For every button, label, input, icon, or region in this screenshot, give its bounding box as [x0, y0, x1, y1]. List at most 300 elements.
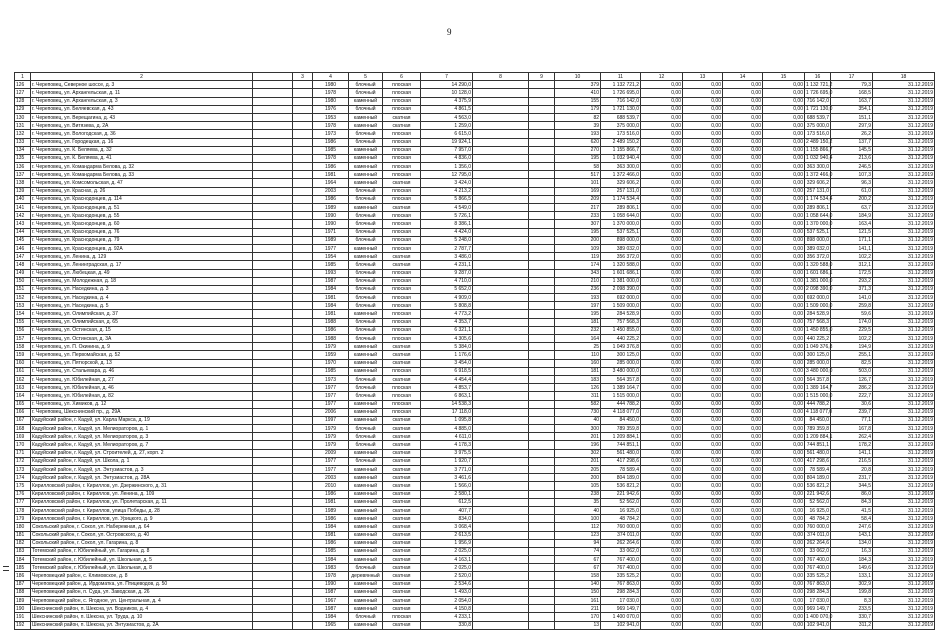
table-cell: 31.12.2019 — [873, 433, 935, 441]
table-cell: каменный — [349, 97, 383, 105]
table-cell: 31.12.2019 — [873, 179, 935, 187]
table-cell: 0,00 — [683, 302, 723, 310]
table-cell: 0,00 — [641, 171, 683, 179]
table-cell — [473, 392, 529, 400]
table-cell — [529, 343, 555, 351]
table-cell: 9 287,0 — [421, 269, 473, 277]
table-cell: 186 — [15, 572, 31, 580]
table-cell: 0,00 — [763, 482, 805, 490]
table-cell: 0,00 — [683, 433, 723, 441]
table-cell — [293, 572, 313, 580]
table-cell: Кадуйский район, г. Кадуй, ул. Мелиораторов, д. 3 — [31, 433, 253, 441]
table-cell: 1 381 000,0 — [601, 277, 641, 285]
table-cell: 110 — [555, 351, 601, 359]
table-cell — [473, 81, 529, 89]
table-cell: 1985 — [313, 547, 349, 555]
table-cell — [293, 392, 313, 400]
table-cell: 1988 — [313, 335, 349, 343]
table-cell — [253, 195, 293, 203]
table-cell: 0,00 — [641, 318, 683, 326]
table-cell: 0,00 — [763, 416, 805, 424]
table-cell: 688 539,7 — [805, 113, 831, 121]
table-cell: каменный — [349, 204, 383, 212]
margin-mark — [3, 570, 9, 571]
table-cell: 0,00 — [641, 556, 683, 564]
table-cell: скатная — [383, 457, 421, 465]
table-cell: 0,00 — [723, 359, 763, 367]
table-cell: 31.12.2019 — [873, 154, 935, 162]
table-cell: 133,1 — [831, 572, 873, 580]
table-cell: плоская — [383, 146, 421, 154]
table-cell: 0,00 — [723, 539, 763, 547]
table-cell: 153 — [15, 302, 31, 310]
table-cell: скатная — [383, 425, 421, 433]
table-cell — [529, 433, 555, 441]
table-cell: 0,00 — [641, 277, 683, 285]
table-cell: 0,00 — [723, 466, 763, 474]
table-cell: 1 032 940,4 — [601, 154, 641, 162]
table-cell — [529, 204, 555, 212]
table-cell: 1981 — [313, 498, 349, 506]
table-cell: 0,00 — [763, 277, 805, 285]
table-cell: 187 — [15, 580, 31, 588]
table-cell — [253, 515, 293, 523]
table-cell: 161 — [15, 367, 31, 375]
table-cell: блочный — [349, 138, 383, 146]
table-cell: 1986 — [313, 138, 349, 146]
table-cell: 898 000,0 — [601, 236, 641, 244]
table-cell: 1 132 721,2 — [601, 81, 641, 89]
table-cell: 163 — [15, 384, 31, 392]
table-cell: 1989 — [313, 236, 349, 244]
table-cell: плоская — [383, 163, 421, 171]
table-cell: 1 176,6 — [421, 351, 473, 359]
table-cell: 0,00 — [641, 179, 683, 187]
table-cell: 0,00 — [763, 171, 805, 179]
table-cell: 31.12.2019 — [873, 490, 935, 498]
table-cell: 31.12.2019 — [873, 236, 935, 244]
table-cell: 2006 — [313, 408, 349, 416]
table-cell — [253, 130, 293, 138]
table-cell: г. Череповец, ул. Наседкина, д. 4 — [31, 294, 253, 302]
column-header: 16 — [805, 73, 831, 81]
table-cell: 0,00 — [683, 408, 723, 416]
table-row — [15, 343, 935, 351]
table-cell: 31.12.2019 — [873, 539, 935, 547]
table-row — [15, 531, 935, 539]
table-cell: 31.12.2019 — [873, 506, 935, 514]
table-cell: 330,8 — [421, 621, 473, 629]
table-cell: 0,00 — [641, 498, 683, 506]
table-cell — [529, 498, 555, 506]
table-cell — [293, 269, 313, 277]
table-cell: 176 — [15, 490, 31, 498]
table-cell: каменный — [349, 146, 383, 154]
table-cell: 247,6 — [831, 523, 873, 531]
table-cell — [473, 441, 529, 449]
table-cell: плоская — [383, 187, 421, 195]
table-row — [15, 285, 935, 293]
table-cell: Кирилловский район, г. Кириллов, ул. Дзержинского, д. 31 — [31, 482, 253, 490]
table-cell: 0,00 — [641, 359, 683, 367]
column-header — [253, 73, 293, 81]
table-cell: 293,2 — [831, 277, 873, 285]
table-cell — [473, 89, 529, 97]
table-row — [15, 244, 935, 252]
table-cell: 0,00 — [763, 302, 805, 310]
table-cell: 444 788,2 — [805, 400, 831, 408]
table-cell: плоская — [383, 220, 421, 228]
table-cell: 0,00 — [683, 89, 723, 97]
column-header: 10 — [555, 73, 601, 81]
table-cell: 0,00 — [763, 335, 805, 343]
table-cell — [293, 318, 313, 326]
table-cell: 151 — [15, 285, 31, 293]
table-cell: 898 000,0 — [805, 236, 831, 244]
table-cell: 1986 — [313, 195, 349, 203]
table-cell: 0,00 — [763, 130, 805, 138]
table-cell: 201 — [555, 457, 601, 465]
table-cell: Кирилловский район, г. Кириллов, ул. Урицкого, д. 9 — [31, 515, 253, 523]
table-cell — [529, 474, 555, 482]
table-cell — [293, 531, 313, 539]
table-cell: 0,00 — [683, 416, 723, 424]
table-cell: 1983 — [313, 564, 349, 572]
table-cell: блочный — [349, 326, 383, 334]
table-cell: скатная — [383, 351, 421, 359]
table-cell: 158 — [15, 343, 31, 351]
table-cell: скатная — [383, 113, 421, 121]
table-cell: 0,00 — [763, 392, 805, 400]
table-cell: 0,00 — [683, 523, 723, 531]
table-cell: плоская — [383, 392, 421, 400]
table-cell — [529, 531, 555, 539]
table-cell — [529, 367, 555, 375]
table-cell: каменный — [349, 621, 383, 629]
table-cell: г. Череповец, ул. Олимпийская, д. 65 — [31, 318, 253, 326]
table-cell: 0,00 — [641, 416, 683, 424]
table-cell — [473, 220, 529, 228]
table-row — [15, 539, 935, 547]
table-cell: 0,00 — [641, 400, 683, 408]
table-cell — [473, 302, 529, 310]
table-cell: 0,00 — [763, 105, 805, 113]
table-cell: каменный — [349, 449, 383, 457]
table-cell — [473, 195, 529, 203]
table-cell: 190 — [15, 605, 31, 613]
table-cell: 834,0 — [421, 515, 473, 523]
table-cell: скатная — [383, 416, 421, 424]
table-cell: 0,00 — [641, 294, 683, 302]
table-cell: 0,00 — [683, 261, 723, 269]
table-cell: скатная — [383, 498, 421, 506]
table-cell — [253, 343, 293, 351]
table-cell — [529, 97, 555, 105]
table-cell: 0,00 — [723, 588, 763, 596]
table-cell: 0,00 — [683, 466, 723, 474]
table-cell: г. Череповец, ул. Беляевская, д. 43 — [31, 105, 253, 113]
table-row — [15, 318, 935, 326]
table-cell: 39 — [555, 122, 601, 130]
table-cell: каменный — [349, 515, 383, 523]
table-cell — [253, 187, 293, 195]
table-cell: 4 231,1 — [421, 261, 473, 269]
table-cell: 262 264,6 — [601, 539, 641, 547]
table-cell: 1973 — [313, 130, 349, 138]
table-cell: 517 — [555, 171, 601, 179]
table-cell: 0,00 — [641, 335, 683, 343]
table-cell: 4 909,0 — [421, 294, 473, 302]
table-cell: 143 — [15, 220, 31, 228]
table-cell — [293, 294, 313, 302]
table-cell: 31.12.2019 — [873, 621, 935, 629]
table-row — [15, 228, 935, 236]
table-cell: 0,00 — [723, 220, 763, 228]
table-cell — [253, 204, 293, 212]
table-cell: 58 — [555, 163, 601, 171]
table-cell: 0,00 — [763, 318, 805, 326]
table-cell — [293, 613, 313, 621]
table-cell — [253, 572, 293, 580]
table-cell: 0,00 — [723, 335, 763, 343]
table-cell — [253, 482, 293, 490]
table-cell — [473, 621, 529, 629]
table-cell: 440 225,2 — [805, 335, 831, 343]
table-cell: 1979 — [313, 433, 349, 441]
table-cell: 20,8 — [831, 466, 873, 474]
table-cell — [253, 113, 293, 121]
table-cell: 0,00 — [683, 392, 723, 400]
table-cell: 2010 — [313, 482, 349, 490]
table-cell — [253, 425, 293, 433]
table-cell: каменный — [349, 343, 383, 351]
table-cell: 5 866,5 — [421, 195, 473, 203]
table-cell: каменный — [349, 351, 383, 359]
table-cell: 183 — [555, 375, 601, 383]
table-row — [15, 572, 935, 580]
table-cell: 1 356,0 — [421, 163, 473, 171]
table-cell: 184 — [15, 556, 31, 564]
table-cell: 177 — [15, 498, 31, 506]
table-cell: 31.12.2019 — [873, 81, 935, 89]
table-cell: 102,2 — [831, 335, 873, 343]
table-cell: 180 — [15, 523, 31, 531]
table-cell: 58,4 — [831, 515, 873, 523]
table-cell: 0,00 — [683, 179, 723, 187]
table-row — [15, 212, 935, 220]
table-cell: 0,00 — [763, 138, 805, 146]
table-cell: 0,00 — [683, 335, 723, 343]
table-cell: скатная — [383, 179, 421, 187]
table-cell: 2003 — [313, 187, 349, 195]
table-cell: 170 — [555, 613, 601, 621]
table-cell: 229,5 — [831, 326, 873, 334]
table-cell: 127 — [15, 89, 31, 97]
table-cell — [529, 163, 555, 171]
table-row — [15, 179, 935, 187]
table-cell — [529, 89, 555, 97]
table-cell — [473, 228, 529, 236]
table-cell: 1985 — [313, 146, 349, 154]
table-cell: блочный — [349, 392, 383, 400]
table-cell: 31.12.2019 — [873, 146, 935, 154]
table-cell: 0,00 — [723, 310, 763, 318]
table-cell: 767 400,0 — [601, 564, 641, 572]
table-cell: 12 795,0 — [421, 171, 473, 179]
table-cell: 716 142,0 — [601, 97, 641, 105]
table-cell — [529, 408, 555, 416]
table-cell — [253, 163, 293, 171]
table-cell: 0,00 — [723, 302, 763, 310]
table-cell — [293, 154, 313, 162]
table-cell — [253, 269, 293, 277]
table-cell: 744 851,1 — [601, 441, 641, 449]
table-cell: 0,00 — [763, 146, 805, 154]
table-cell: 0,00 — [641, 138, 683, 146]
table-cell: г. Череповец, ул. Первомайская, д. 52 — [31, 351, 253, 359]
table-cell: 0,00 — [641, 531, 683, 539]
table-row — [15, 457, 935, 465]
table-cell: 84 450,0 — [601, 416, 641, 424]
table-cell: 0,00 — [641, 441, 683, 449]
table-cell: 688 539,7 — [601, 113, 641, 121]
table-cell — [293, 605, 313, 613]
table-row — [15, 384, 935, 392]
table-cell — [293, 163, 313, 171]
table-cell: Кадуйский район, г. Кадуй, ул. Строителей, д. 27, корп. 2 — [31, 449, 253, 457]
table-cell — [293, 212, 313, 220]
table-cell: плоская — [383, 130, 421, 138]
table-cell: 0,00 — [641, 228, 683, 236]
table-cell — [253, 400, 293, 408]
table-cell: 141,1 — [831, 244, 873, 252]
table-cell: 181 — [555, 367, 601, 375]
table-cell — [293, 359, 313, 367]
table-cell: 141 — [15, 204, 31, 212]
table-cell: 0,00 — [763, 425, 805, 433]
table-cell: 0,00 — [683, 425, 723, 433]
table-cell — [253, 556, 293, 564]
table-cell: г. Череповец, ул. Пятюрской, д. 13 — [31, 359, 253, 367]
table-cell: 0,00 — [723, 441, 763, 449]
table-cell: 238 — [555, 490, 601, 498]
table-cell: 31.12.2019 — [873, 580, 935, 588]
table-cell — [473, 490, 529, 498]
table-cell: 156 — [15, 326, 31, 334]
table-cell — [529, 506, 555, 514]
table-row — [15, 310, 935, 318]
table-cell: 155 — [555, 97, 601, 105]
table-cell: 0,00 — [683, 212, 723, 220]
table-cell: 4 150,8 — [421, 605, 473, 613]
table-cell: 0,00 — [723, 253, 763, 261]
table-row — [15, 515, 935, 523]
table-cell: 138 — [15, 179, 31, 187]
table-cell — [473, 466, 529, 474]
table-cell: 760 000,0 — [601, 523, 641, 531]
table-cell: 0,00 — [683, 146, 723, 154]
table-cell: 221 942,6 — [805, 490, 831, 498]
table-cell: 0,00 — [723, 277, 763, 285]
table-cell: 1 601 686,1 — [806, 270, 833, 277]
table-cell: 0,00 — [641, 236, 683, 244]
table-cell: 0,00 — [723, 285, 763, 293]
table-cell — [529, 572, 555, 580]
table-cell: блочный — [349, 195, 383, 203]
table-cell: г. Череповец, Шекснинский пр., д. 29А — [31, 408, 253, 416]
table-cell: 0,00 — [723, 236, 763, 244]
table-cell: плоская — [383, 277, 421, 285]
table-cell: 0,00 — [641, 261, 683, 269]
table-cell — [293, 310, 313, 318]
table-cell: 184,3 — [831, 556, 873, 564]
table-row — [15, 163, 935, 171]
table-cell: 52 562,0 — [601, 498, 641, 506]
table-cell: плоская — [383, 384, 421, 392]
table-cell: каменный — [349, 539, 383, 547]
table-cell — [253, 613, 293, 621]
table-row — [15, 204, 935, 212]
table-cell: 1986 — [313, 326, 349, 334]
table-cell: плоская — [383, 154, 421, 162]
table-cell: плоская — [383, 335, 421, 343]
table-cell: плоская — [383, 236, 421, 244]
table-cell: 0,00 — [763, 498, 805, 506]
table-cell — [529, 515, 555, 523]
table-cell: 2 054,0 — [421, 597, 473, 605]
table-cell: 0,00 — [723, 490, 763, 498]
table-cell: 5 652,0 — [421, 285, 473, 293]
table-cell: 444 788,2 — [601, 400, 641, 408]
table-cell — [473, 236, 529, 244]
table-cell: 152 — [15, 294, 31, 302]
table-cell: 31.12.2019 — [873, 220, 935, 228]
table-cell: Тотемский район, г. Юбилейный, ул. Школьная, д. 8 — [31, 564, 253, 572]
table-cell — [473, 122, 529, 130]
table-cell: 1976 — [313, 105, 349, 113]
table-cell: 31.12.2019 — [873, 457, 935, 465]
table-cell — [293, 171, 313, 179]
table-cell: 4 213,2 — [421, 187, 473, 195]
table-cell — [529, 220, 555, 228]
table-cell: 183 — [15, 547, 31, 555]
table-cell: 146 — [15, 244, 31, 252]
table-cell: 3 454,0 — [421, 359, 473, 367]
table-cell — [293, 408, 313, 416]
table-cell: 2 098 390,0 — [806, 286, 833, 293]
table-cell — [529, 294, 555, 302]
table-cell: каменный — [349, 400, 383, 408]
table-cell: г. Череповец, ул. Краснодонцев, д. 114 — [31, 195, 253, 203]
table-cell: 0,00 — [723, 392, 763, 400]
table-cell: 0,00 — [641, 613, 683, 621]
table-row — [15, 408, 935, 416]
table-cell: 804 189,0 — [601, 474, 641, 482]
table-cell: 0,00 — [641, 539, 683, 547]
table-cell: плоская — [383, 89, 421, 97]
table-cell: 4 611,0 — [421, 433, 473, 441]
table-cell: 160 — [15, 359, 31, 367]
table-cell: 4 773,2 — [421, 310, 473, 318]
table-cell — [473, 425, 529, 433]
table-row — [15, 482, 935, 490]
table-cell: 344,5 — [831, 482, 873, 490]
table-cell: 35 — [555, 498, 601, 506]
table-cell — [473, 572, 529, 580]
table-cell: 0,00 — [641, 220, 683, 228]
table-cell: 126 — [555, 384, 601, 392]
table-cell: плоская — [383, 400, 421, 408]
